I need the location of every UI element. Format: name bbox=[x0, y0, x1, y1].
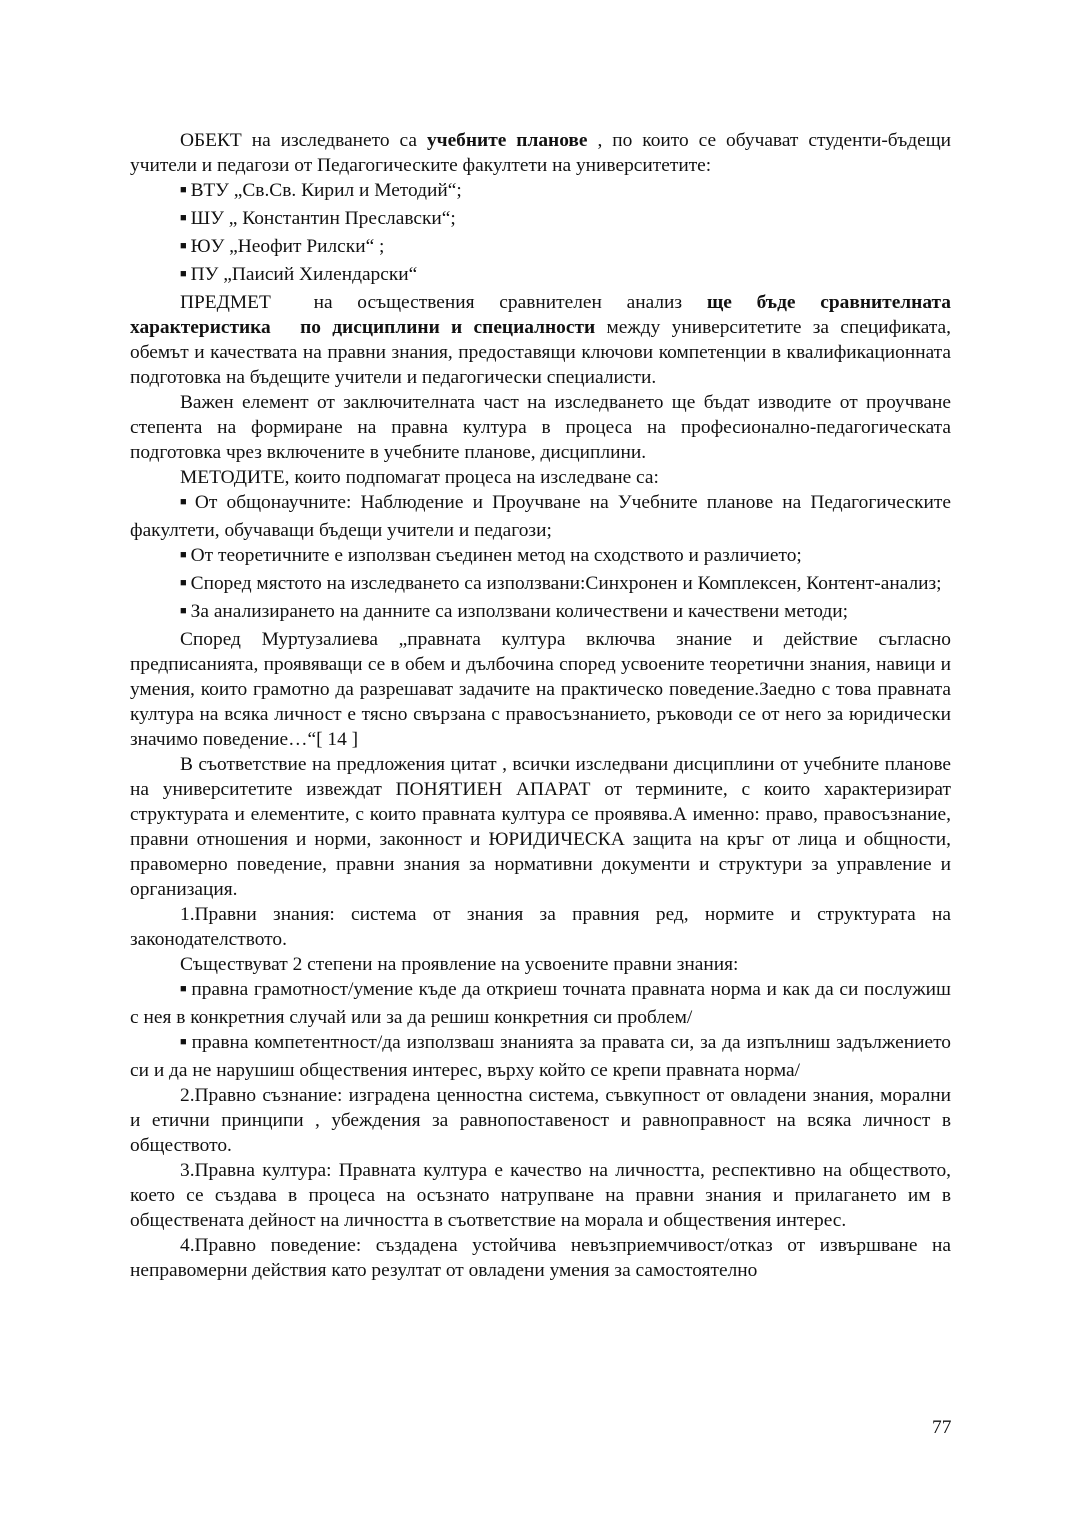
list-item bbox=[130, 206, 951, 234]
list-item-text: правна грамотност/умение къде да откриеш точната правната норма и как да си послужиш с нея в конкретния случай или за да решиш конкретния си проблем/ bbox=[130, 979, 951, 1028]
list-item-text: ЮУ „Неофит Рилски“ ; bbox=[190, 236, 385, 257]
list-item-text: От теоретичните е използван съединен метод на сходството и различието; bbox=[190, 545, 802, 566]
document-body bbox=[130, 128, 951, 1283]
paragraph-conclusion: Важен елемент от заключителната част на изследването ще бъдат изводите от проучване степента на формиране на правна култура в процеса на професионално-педагогическата подготовка чрез включените в учебните планове, дисциплини. bbox=[130, 392, 951, 463]
paragraph-conceptual-apparatus: В съответствие на предложения цитат , всички изследвани дисциплини от учебните планове на университетите извеждат ПОНЯТИЕН АПАРАТ от термините, с които характеризират структурата и елементите, с които правната култура се проявява.А именно: право, правосъзнание, правни отношения и норми, законност и ЮРИДИЧЕСКА защита на кръг от лица и общности, правомерно поведение, правни знания за нормативни документи и структури за управление и организация. bbox=[130, 754, 951, 900]
list-item-text: ШУ „ Константин Преславски“; bbox=[190, 208, 456, 229]
paragraph-quote: Според Муртузалиева „правната култура включва знание и действие съгласно предписанията, проявяващи се в обем и дълбочина според усвоените теоретични знания, навици и умения, които грамотно да разрешават задачите на практическо поведение.Заедно с това правната култура на всяка личност е тясно свързана с правосъзнанието, ръководи се от него за юридически значимо поведение…“[ 14 ] bbox=[130, 629, 951, 750]
paragraph-legal-behavior: 4.Правно поведение: създадена устойчива невъзприемчивост/отказ от извършване на неправомерни действия като резултат от овладени умения за самостоятелно bbox=[130, 1235, 951, 1281]
paragraph-object-lead: ОБЕКТ на изследването са bbox=[180, 130, 427, 151]
paragraph-legal-knowledge: 1.Правни знания: система от знания за правния ред, нормите и структурата на законодателството. bbox=[130, 904, 951, 950]
bullet-icon: ■ bbox=[180, 184, 187, 196]
list-item-text: ВТУ „Св.Св. Кирил и Методий“; bbox=[190, 180, 462, 201]
paragraph-object-bold: учебните планове bbox=[426, 130, 588, 151]
paragraph-subject-bold-1: ще бъде сравнителната характеристика bbox=[130, 292, 952, 338]
list-item-text: От общонаучните: Наблюдение и Проучване на Учебните планове на Педагогическите факултети, обучаващи бъдещи учители и педагози; bbox=[130, 492, 952, 541]
paragraph-degrees-heading: Съществуват 2 степени на проявление на усвоените правни знания: bbox=[180, 954, 739, 975]
bullet-icon: ■ bbox=[180, 212, 187, 224]
paragraph-subject-rest: между университетите за спецификата, обемът и качествата на правни знания, предоставящи ключови компетенции в квалификационната подготовка на бъдещите учители и педагогически специалисти. bbox=[130, 317, 951, 388]
list-item bbox=[130, 1030, 951, 1083]
bullet-icon: ■ bbox=[180, 496, 191, 508]
list-item-text: За анализирането на данните са използвани количествени и качествени методи; bbox=[190, 601, 848, 622]
list-item-text: правна компетентност/да използваш знанията за правата си, за да изпълниш задължението си и да не нарушиш обществения интерес, върху който се крепи правната норма/ bbox=[130, 1032, 951, 1081]
list-item-text: Според мястото на изследването са използвани:Синхронен и Комплексен, Контент-анализ; bbox=[190, 573, 942, 594]
list-item bbox=[130, 262, 951, 290]
bullet-icon: ■ bbox=[180, 240, 187, 252]
list-item bbox=[130, 234, 951, 262]
paragraph-subject-lead: ПРЕДМЕТ bbox=[180, 292, 271, 313]
bullet-icon: ■ bbox=[180, 577, 187, 589]
bullet-icon: ■ bbox=[180, 983, 188, 995]
list-item bbox=[130, 178, 951, 206]
page-number: 77 bbox=[932, 1417, 952, 1438]
paragraph-object bbox=[130, 128, 951, 178]
bullet-icon: ■ bbox=[180, 268, 187, 280]
bullet-icon: ■ bbox=[180, 605, 187, 617]
list-item-text: ПУ „Паисий Хилендарски“ bbox=[190, 264, 418, 285]
list-item bbox=[130, 543, 951, 571]
paragraph-subject bbox=[130, 290, 951, 390]
list-item bbox=[130, 490, 951, 543]
paragraph-subject-bold-2: по дисциплини и специалности bbox=[300, 317, 596, 338]
paragraph-subject-text: на осъществения сравнителен анализ bbox=[313, 292, 707, 313]
paragraph-methods-heading: МЕТОДИТЕ, които подпомагат процеса на изследване са: bbox=[180, 467, 659, 488]
bullet-icon: ■ bbox=[180, 549, 187, 561]
list-item bbox=[130, 599, 951, 627]
paragraph-object-rest: , по които се обучават студенти-бъдещи учители и педагози от Педагогическите факултети на университетите: bbox=[130, 130, 951, 176]
list-item bbox=[130, 571, 951, 599]
paragraph-legal-culture: 3.Правна култура: Правната култура е качество на личността, респективно на обществото, което се създава в процеса на осъзнато натрупване на правни знания и прилагането им в обществената дейност на личността в съответствие на морала и обществения интерес. bbox=[130, 1160, 951, 1231]
bullet-icon: ■ bbox=[180, 1036, 188, 1048]
paragraph-legal-consciousness: 2.Правно съзнание: изградена ценностна система, съвкупност от овладени знания, морални и етични принципи , убеждения за равнопоставеност и равноправност на всяка личност в обществото. bbox=[130, 1085, 951, 1156]
list-item bbox=[130, 977, 951, 1030]
